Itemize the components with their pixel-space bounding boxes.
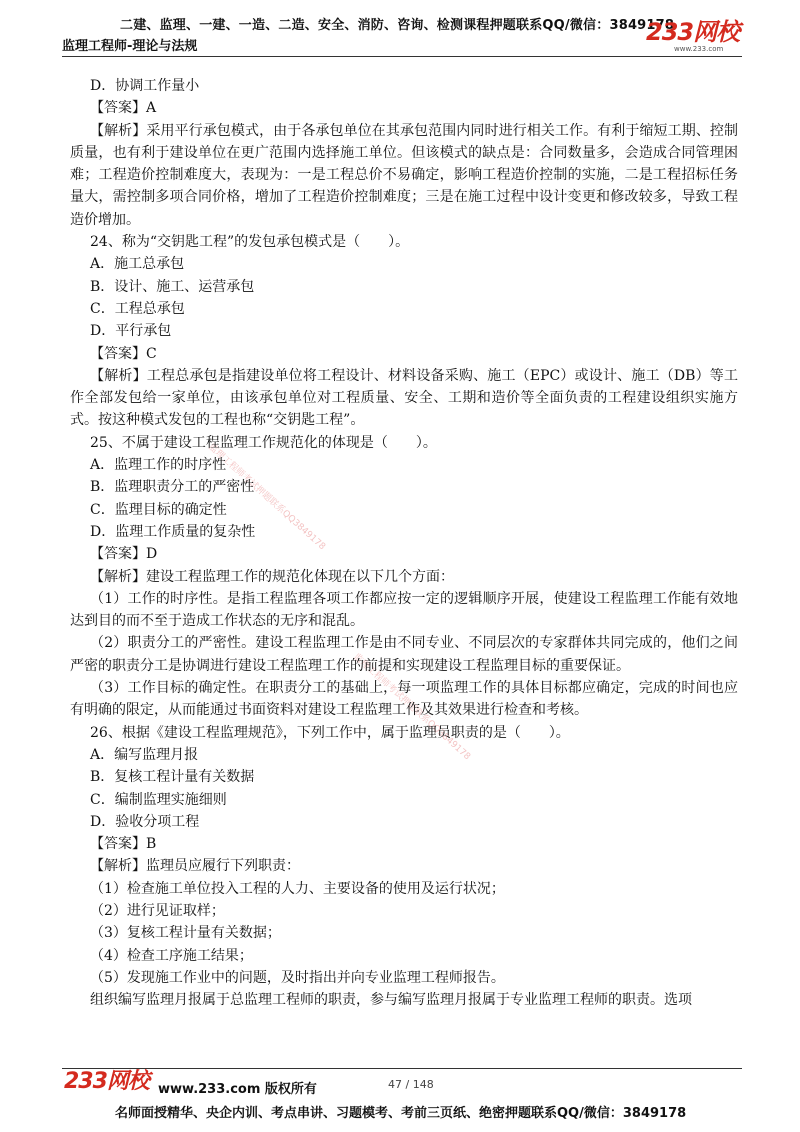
explanation-line: 【解析】建设工程监理工作的规范化体现在以下几个方面： — [90, 568, 454, 585]
question-26: 26、根据《建设工程监理规范》，下列工作中，属于监理员职责的是（ ）。 — [90, 724, 570, 741]
option-line: C．监理目标的确定性 — [90, 501, 227, 518]
explanation-paragraph: 【解析】采用平行承包模式，由于各承包单位在其承包范围内同时进行相关工作。有利于缩短工期、控制质量，也有利于建设单位在更广范围内选择施工单位。但该模式的缺点是：合同数量多，会造成合同管理困难；工程造价控制难度大，表现为：一是工程总价不易确定，影响工程造价控制的实施，二是工程招标任务量大，需控制多项合同价格，增加了工程造价控制难度；三是在施工过程中设计变更和修改较多，导致工程造价增加。 — [70, 122, 738, 228]
logo-url: www.233.com — [674, 45, 724, 53]
site-logo — [646, 20, 742, 56]
header-subject: 监理工程师-理论与法规 — [62, 39, 198, 54]
explanation-paragraph: （1）工作的时序性。是指工程监理各项工作都应按一定的逻辑顺序开展，使建设工程监理工作能有效地达到目的而不至于造成工作状态的无序和混乱。 — [70, 590, 738, 630]
option-line: B．监理职责分工的严密性 — [90, 479, 255, 496]
option-line: B．设计、施工、运营承包 — [90, 278, 255, 295]
option-line: A．编写监理月报 — [90, 746, 199, 763]
explanation-paragraph: （2）职责分工的严密性。建设工程监理工作是由不同专业、不同层次的专家群体共同完成的，他们之间严密的职责分工是协调进行建设工程监理工作的前提和实现建设工程监理目标的重要保证。 — [70, 635, 738, 674]
option-line: D．平行承包 — [90, 323, 172, 340]
explanation-paragraph: （3）工作目标的确定性。在职责分工的基础上，每一项监理工作的具体目标都应确定，完成的时间也应有明确的限定，从而能通过书面资料对建设工程监理工作及其效果进行检查和考核。 — [70, 680, 738, 719]
answer-line: 【答案】A — [90, 100, 157, 117]
list-item: （3）复核工程计量有关数据； — [90, 925, 281, 942]
copyright-text: www.233.com 版权所有 — [158, 1082, 317, 1097]
page-number: 47 / 148 — [388, 1078, 434, 1091]
document-body — [70, 75, 738, 1011]
question-25: 25、不属于建设工程监理工作规范化的体现是（ ）。 — [90, 434, 437, 451]
answer-line: 【答案】C — [90, 345, 157, 362]
explanation-paragraph: 【解析】工程总承包是指建设单位将工程设计、材料设备采购、施工（EPC）或设计、施工（DB）等工作全部发包给一家单位，由该承包单位对工程质量、安全、工期和造价等全面负责的工程建设组织实施方式。按这种模式发包的工程也称“交钥匙工程”。 — [70, 367, 738, 429]
header-divider — [62, 56, 742, 57]
footer-contact-line: 名师面授精华、央企内训、考点串讲、习题模考、考前三页纸、绝密押题联系QQ/微信：3849178 — [115, 1106, 687, 1121]
option-line: A．施工总承包 — [90, 256, 185, 273]
option-line: D．验收分项工程 — [90, 813, 200, 830]
footer-divider — [62, 1068, 742, 1069]
watermark: 监理工程师考试押题联系QQ3849178 — [351, 652, 472, 763]
list-item: （5）发现施工作业中的问题，及时指出并向专业监理工程师报告。 — [90, 969, 505, 986]
watermark: 监理工程师考试押题联系QQ3849178 — [206, 442, 327, 553]
option-line: B．复核工程计量有关数据 — [90, 769, 255, 786]
explanation-line: 【解析】监理员应履行下列职责： — [90, 858, 300, 875]
answer-line: 【答案】D — [90, 546, 158, 563]
option-line: D．监理工作质量的复杂性 — [90, 523, 256, 540]
list-item: （4）检查工序施工结果； — [90, 947, 253, 964]
option-line: C．工程总承包 — [90, 300, 185, 317]
logo-text: 233网校 — [64, 1069, 149, 1094]
list-item: （1）检查施工单位投入工程的人力、主要设备的使用及运行状况； — [90, 880, 505, 897]
option-line: A．监理工作的时序性 — [90, 457, 227, 474]
option-line: D．协调工作量小 — [90, 78, 200, 94]
question-24: 24、称为“交钥匙工程”的发包承包模式是（ ）。 — [90, 234, 410, 251]
header-contact-line: 二建、监理、一建、一造、二造、安全、消防、咨询、检测课程押题联系QQ/微信：3849178 — [120, 18, 675, 33]
logo-text: 233网校 — [646, 18, 740, 46]
answer-line: 【答案】B — [90, 836, 157, 853]
explanation-line: 组织编写监理月报属于总监理工程师的职责，参与编写监理月报属于专业监理工程师的职责。选项 — [90, 992, 692, 1009]
footer-logo — [64, 1070, 149, 1094]
page-header — [0, 0, 800, 60]
option-line: C．编制监理实施细则 — [90, 791, 227, 808]
list-item: （2）进行见证取样； — [90, 902, 225, 919]
